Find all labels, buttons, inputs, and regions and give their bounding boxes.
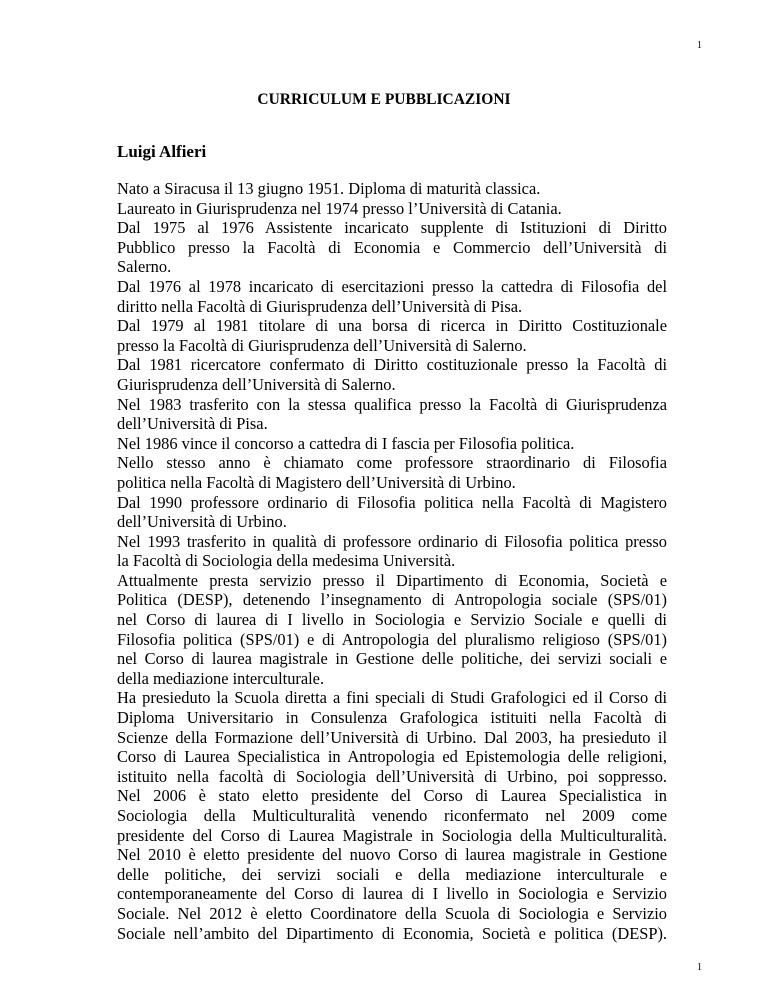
text-line: presidente del Corso di Laurea Magistrale in Sociologia della Multiculturalità. [117,825,667,845]
text-line: dell’Università di Pisa. [117,414,268,434]
text-line: Nel 1983 trasferito con la stessa qualifica presso la Facoltà di Giurisprudenza [117,394,667,414]
text-line: istituito nella facoltà di Sociologia dell’Università di Urbino, poi soppresso. [117,766,667,786]
text-line: Nato a Siracusa il 13 giugno 1951. Diploma di maturità classica. [117,179,541,198]
text-line: Giurisprudenza dell’Università di Salerno. [117,374,396,394]
text-line: Pubblico presso la Facoltà di Economia e Commercio dell’Università di [117,237,667,257]
text-line: Nel 2010 è eletto presidente del nuovo Corso di laurea magistrale in Gestione [117,845,667,865]
text-line: Filosofia politica (SPS/01) e di Antropologia del pluralismo religioso (SPS/01) [117,629,667,649]
text-line: Scienze della Formazione dell’Università di Urbino. Dal 2003, ha presieduto il [117,727,667,747]
document-title: CURRICULUM E PUBBLICAZIONI [257,91,511,108]
text-line: Politica (DESP), detenendo l’insegnamento di Antropologia sociale (SPS/01) [117,590,667,610]
text-line: Dal 1990 professore ordinario di Filosofia politica nella Facoltà di Magistero [117,492,667,512]
text-line: Corso di Laurea Specialistica in Antropologia ed Epistemologia delle religioni, [117,747,667,767]
text-line: Dal 1975 al 1976 Assistente incaricato supplente di Istituzioni di Diritto [117,218,667,238]
curriculum-body [117,179,667,943]
author-name: Luigi Alfieri [117,142,207,161]
text-line: Salerno. [117,257,172,277]
text-line: Sociale. Nel 2012 è eletto Coordinatore della Scuola di Sociologia e Servizio [117,903,667,923]
text-line: diritto nella Facoltà di Giurisprudenza dell’Università di Pisa. [117,296,523,316]
text-line: Dal 1981 ricercatore confermato di Diritto costituzionale presso la Facoltà di [117,355,667,375]
text-line: della mediazione interculturale. [117,668,325,688]
text-line: presso la Facoltà di Giurisprudenza dell’Università di Salerno. [117,335,527,355]
text-line: la Facoltà di Sociologia della medesima Università. [117,551,456,571]
text-line: politica nella Facoltà di Magistero dell’Università di Urbino. [117,472,516,492]
text-line: Nel 1986 vince il concorso a cattedra di I fascia per Filosofia politica. [117,433,575,453]
text-line: Dal 1979 al 1981 titolare di una borsa di ricerca in Diritto Costituzionale [117,316,667,336]
page-number-top: 1 [697,40,702,51]
text-line: contemporaneamente del Corso di laurea di I livello in Sociologia e Servizio [117,884,667,904]
text-line: Nel 1993 trasferito in qualità di professore ordinario di Filosofia politica presso [117,531,667,551]
text-line: nel Corso di laurea di I livello in Sociologia e Servizio Sociale e quelli di [117,610,667,630]
text-line: Sociologia della Multiculturalità venendo riconfermato nel 2009 come [117,806,667,825]
text-line: Diploma Universitario in Consulenza Grafologica istituiti nella Facoltà di [117,708,667,728]
text-line: Ha presieduto la Scuola diretta a fini speciali di Studi Grafologici ed il Corso di [117,688,667,708]
text-line: Attualmente presta servizio presso il Dipartimento di Economia, Società e [117,570,667,590]
text-line: dell’Università di Urbino. [117,512,287,532]
text-line: nel Corso di laurea magistrale in Gestione delle politiche, dei servizi sociali e [117,649,667,669]
text-line: Dal 1976 al 1978 incaricato di esercitazioni presso la cattedra di Filosofia del [117,276,667,296]
text-line: Nel 2006 è stato eletto presidente del Corso di Laurea Specialistica in [117,786,667,806]
text-line: Sociale nell’ambito del Dipartimento di Economia, Società e politica (DESP). [117,923,667,943]
text-line: delle politiche, dei servizi sociali e della mediazione interculturale e [117,864,667,884]
page-number-bottom: 1 [697,962,702,973]
text-line: Nello stesso anno è chiamato come professore straordinario di Filosofia [117,453,667,473]
text-line: Laureato in Giurisprudenza nel 1974 presso l’Università di Catania. [117,198,562,218]
